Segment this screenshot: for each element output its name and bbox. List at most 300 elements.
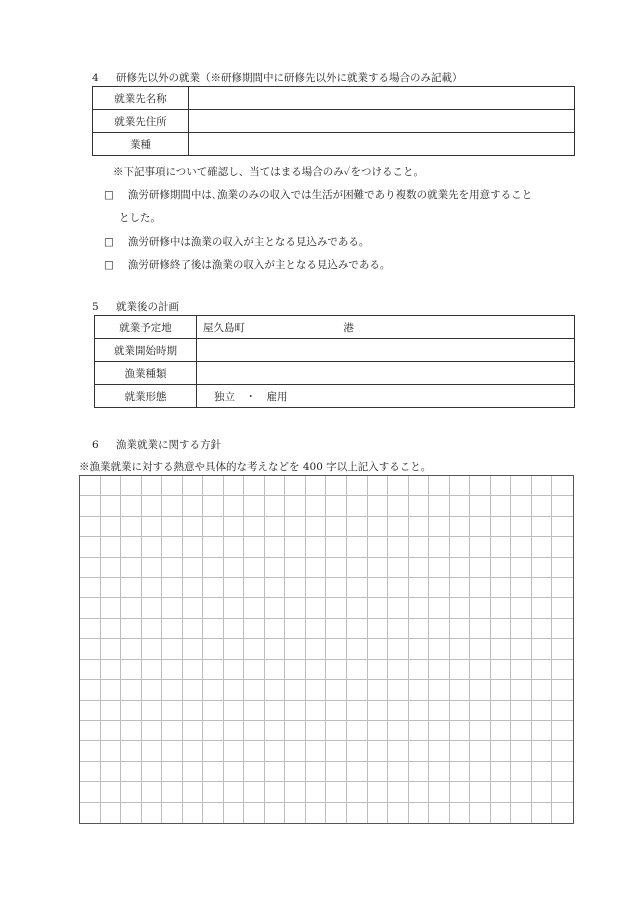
grid-cell [511,701,532,721]
grid-cell [121,803,142,823]
port-suffix: 港 [343,321,354,334]
grid-cell [121,537,142,557]
grid-cell [450,782,471,802]
grid-cell [162,803,183,823]
grid-cell [244,782,265,802]
grid-cell [368,762,389,782]
grid-cell [368,496,389,516]
grid-cell [265,762,286,782]
section4-title: 研修先以外の就業（※研修期間中に研修先以外に就業する場合のみ記載） [116,72,463,84]
grid-cell [368,476,389,496]
grid-cell [285,537,306,557]
grid-cell [470,803,491,823]
grid-cell [162,619,183,639]
grid-cell [121,782,142,802]
grid-cell [491,782,512,802]
grid-cell [532,639,553,659]
grid-cell [224,578,245,598]
planned-location-label: 就業予定地 [95,316,197,339]
essay-writing-grid[interactable] [79,475,574,824]
grid-cell [224,537,245,557]
grid-cell [532,476,553,496]
section6-number: 6 [92,439,99,451]
grid-cell [80,680,101,700]
grid-cell [326,680,347,700]
grid-cell [244,680,265,700]
grid-cell [224,660,245,680]
grid-cell [265,496,286,516]
grid-cell [429,762,450,782]
section6-heading [92,437,221,452]
grid-cell [285,517,306,537]
grid-cell [409,721,430,741]
grid-cell [326,660,347,680]
grid-cell [285,476,306,496]
industry-field[interactable] [189,133,575,156]
planned-location-field[interactable] [197,316,575,339]
grid-cell [162,578,183,598]
grid-cell [368,803,389,823]
checkbox-icon[interactable]: □ [104,259,114,271]
grid-cell [511,762,532,782]
grid-cell [101,680,122,700]
grid-cell [224,496,245,516]
grid-cell [368,517,389,537]
grid-cell [511,578,532,598]
grid-cell [388,517,409,537]
grid-cell [388,762,409,782]
grid-cell [101,496,122,516]
grid-cell [183,701,204,721]
grid-cell [142,721,163,741]
grid-cell [491,598,512,618]
grid-cell [183,741,204,761]
grid-cell [244,476,265,496]
grid-cell [285,741,306,761]
grid-cell [532,619,553,639]
section6-note: ※漁業就業に対する熱意や具体的な考えなどを 400 字以上記入すること。 [79,461,432,473]
grid-cell [326,476,347,496]
grid-cell [285,782,306,802]
grid-cell [491,721,512,741]
grid-cell [224,741,245,761]
grid-cell [450,517,471,537]
grid-cell [265,537,286,557]
grid-cell [244,660,265,680]
grid-cell [224,619,245,639]
grid-cell [80,660,101,680]
grid-cell [203,741,224,761]
grid-cell [244,701,265,721]
grid-cell [183,578,204,598]
checkbox-icon[interactable]: □ [104,236,114,248]
grid-cell [368,558,389,578]
grid-cell [552,680,573,700]
grid-cell [244,741,265,761]
grid-cell [429,558,450,578]
grid-cell [224,701,245,721]
grid-cell [409,496,430,516]
grid-cell [80,741,101,761]
grid-cell [470,517,491,537]
grid-cell [244,537,265,557]
employer-address-field[interactable] [189,110,575,133]
grid-cell [347,721,368,741]
grid-cell [101,701,122,721]
grid-cell [368,660,389,680]
grid-cell [121,496,142,516]
grid-cell [162,782,183,802]
grid-cell [203,680,224,700]
grid-cell [429,660,450,680]
grid-cell [101,598,122,618]
grid-cell [450,598,471,618]
grid-cell [224,558,245,578]
grid-cell [388,496,409,516]
grid-cell [409,639,430,659]
checklist-item-1-continuation: とした。 [119,212,161,224]
grid-cell [183,782,204,802]
grid-cell [511,660,532,680]
grid-cell [552,741,573,761]
grid-cell [429,496,450,516]
grid-cell [142,803,163,823]
grid-cell [552,517,573,537]
grid-cell [552,762,573,782]
grid-cell [306,496,327,516]
grid-cell [80,619,101,639]
grid-cell [183,537,204,557]
employer-name-field[interactable] [189,87,575,110]
grid-cell [121,639,142,659]
grid-cell [347,517,368,537]
grid-cell [552,639,573,659]
grid-cell [532,660,553,680]
grid-cell [429,782,450,802]
grid-cell [306,517,327,537]
grid-cell [285,701,306,721]
grid-cell [121,517,142,537]
grid-cell [429,803,450,823]
grid-cell [491,558,512,578]
grid-cell [265,782,286,802]
grid-cell [162,496,183,516]
grid-cell [224,803,245,823]
grid-cell [80,537,101,557]
grid-cell [388,476,409,496]
grid-cell [511,741,532,761]
grid-cell [388,741,409,761]
table-row [95,362,575,385]
grid-cell [347,680,368,700]
grid-cell [429,598,450,618]
grid-cell [491,741,512,761]
grid-cell [203,762,224,782]
grid-cell [470,558,491,578]
grid-cell [306,639,327,659]
grid-cell [306,782,327,802]
grid-cell [511,619,532,639]
grid-cell [244,558,265,578]
grid-cell [491,496,512,516]
grid-cell [142,619,163,639]
grid-cell [532,680,553,700]
grid-cell [162,721,183,741]
grid-cell [142,639,163,659]
grid-cell [244,721,265,741]
grid-cell [388,578,409,598]
grid-cell [511,598,532,618]
grid-cell [409,701,430,721]
grid-cell [532,782,553,802]
grid-cell [326,537,347,557]
grid-cell [450,639,471,659]
grid-cell [121,721,142,741]
grid-cell [429,741,450,761]
grid-cell [532,721,553,741]
grid-cell [142,598,163,618]
grid-cell [450,619,471,639]
grid-cell [409,537,430,557]
grid-cell [491,701,512,721]
employment-form-field[interactable] [197,385,575,408]
grid-cell [121,558,142,578]
grid-cell [80,762,101,782]
fishery-type-label: 漁業種類 [95,362,197,385]
grid-cell [142,476,163,496]
grid-cell [470,701,491,721]
grid-cell [224,782,245,802]
fishery-type-field[interactable] [197,362,575,385]
grid-cell [121,660,142,680]
grid-cell [552,598,573,618]
grid-cell [347,660,368,680]
grid-cell [203,598,224,618]
grid-cell [162,558,183,578]
industry-label: 業種 [93,133,189,156]
section4-heading [92,70,463,85]
grid-cell [409,517,430,537]
grid-cell [285,496,306,516]
grid-cell [183,803,204,823]
grid-cell [265,680,286,700]
grid-cell [470,476,491,496]
grid-cell [552,476,573,496]
grid-cell [450,660,471,680]
checklist-item-3 [104,257,390,272]
grid-cell [470,537,491,557]
grid-cell [450,578,471,598]
grid-cell [409,741,430,761]
grid-cell [388,680,409,700]
grid-cell [142,537,163,557]
grid-cell [306,598,327,618]
grid-cell [306,537,327,557]
grid-cell [491,680,512,700]
grid-cell [244,496,265,516]
grid-cell [121,598,142,618]
grid-cell [121,476,142,496]
grid-cell [532,762,553,782]
grid-cell [450,537,471,557]
grid-cell [244,619,265,639]
grid-cell [306,741,327,761]
grid-cell [80,782,101,802]
grid-cell [491,578,512,598]
grid-cell [326,578,347,598]
grid-cell [347,558,368,578]
grid-cell [552,619,573,639]
grid-cell [532,558,553,578]
grid-cell [368,741,389,761]
section5-heading [92,299,179,314]
grid-cell [532,496,553,516]
employer-name-label: 就業先名称 [93,87,189,110]
grid-cell [552,558,573,578]
grid-cell [511,803,532,823]
grid-cell [162,537,183,557]
grid-cell [183,619,204,639]
grid-cell [101,741,122,761]
grid-cell [162,476,183,496]
grid-cell [306,680,327,700]
table-row [93,133,575,156]
grid-cell [347,782,368,802]
checklist-item-1 [104,187,532,202]
grid-cell [450,496,471,516]
grid-cell [142,660,163,680]
grid-cell [388,639,409,659]
grid-cell [224,762,245,782]
grid-cell [203,721,224,741]
grid-cell [265,660,286,680]
grid-cell [80,496,101,516]
grid-cell [347,619,368,639]
grid-cell [409,619,430,639]
grid-cell [450,476,471,496]
grid-cell [285,660,306,680]
grid-cell [162,701,183,721]
grid-cell [183,598,204,618]
checklist-item-3-text: 漁労研修終了後は漁業の収入が主となる見込みである。 [127,259,391,271]
table-row [93,87,575,110]
grid-cell [326,496,347,516]
grid-cell [470,741,491,761]
grid-cell [183,680,204,700]
section6-title: 漁業就業に関する方針 [116,439,222,451]
start-date-field[interactable] [197,339,575,362]
grid-cell [162,741,183,761]
grid-cell [203,803,224,823]
grid-cell [224,680,245,700]
grid-cell [552,701,573,721]
grid-cell [347,762,368,782]
grid-cell [388,660,409,680]
grid-cell [183,762,204,782]
checklist-item-1-text: 漁労研修期間中は､漁業のみの収入では生活が困難であり複数の就業先を用意すること [127,189,533,201]
grid-cell [121,741,142,761]
grid-cell [203,639,224,659]
grid-cell [347,598,368,618]
grid-cell [326,741,347,761]
grid-cell [265,803,286,823]
grid-cell [511,476,532,496]
checkbox-icon[interactable]: □ [104,189,114,201]
grid-cell [80,803,101,823]
grid-cell [101,558,122,578]
grid-cell [121,619,142,639]
grid-cell [532,578,553,598]
grid-cell [450,680,471,700]
grid-cell [511,639,532,659]
grid-cell [265,578,286,598]
section5-title: 就業後の計画 [116,301,180,313]
grid-cell [142,578,163,598]
grid-cell [203,660,224,680]
grid-cell [80,701,101,721]
grid-cell [491,476,512,496]
grid-cell [450,701,471,721]
employer-address-label: 就業先住所 [93,110,189,133]
grid-cell [142,517,163,537]
section4-table [92,86,575,156]
grid-cell [491,762,512,782]
grid-cell [162,680,183,700]
grid-cell [491,619,512,639]
grid-cell [244,517,265,537]
grid-cell [326,619,347,639]
grid-cell [470,721,491,741]
grid-cell [285,639,306,659]
grid-cell [491,639,512,659]
checklist-item-2 [104,234,369,249]
grid-cell [101,803,122,823]
grid-cell [80,558,101,578]
grid-cell [347,803,368,823]
checklist-item-2-text: 漁労研修中は漁業の収入が主となる見込みである。 [127,236,370,248]
grid-cell [368,639,389,659]
grid-cell [470,598,491,618]
grid-cell [409,680,430,700]
grid-cell [347,537,368,557]
grid-cell [388,598,409,618]
grid-cell [224,598,245,618]
grid-cell [285,619,306,639]
grid-cell [203,476,224,496]
grid-cell [265,639,286,659]
grid-cell [347,701,368,721]
grid-cell [368,680,389,700]
grid-cell [265,598,286,618]
grid-cell [183,496,204,516]
grid-cell [388,701,409,721]
table-row [95,339,575,362]
grid-cell [142,496,163,516]
grid-cell [450,721,471,741]
table-row [95,385,575,408]
table-row [95,316,575,339]
grid-cell [183,558,204,578]
employment-form-options: 独立 ・ 雇用 [214,390,288,403]
grid-cell [306,558,327,578]
grid-cell [347,476,368,496]
grid-cell [347,496,368,516]
grid-cell [224,517,245,537]
grid-cell [101,537,122,557]
grid-cell [511,496,532,516]
grid-cell [450,762,471,782]
grid-cell [409,558,430,578]
